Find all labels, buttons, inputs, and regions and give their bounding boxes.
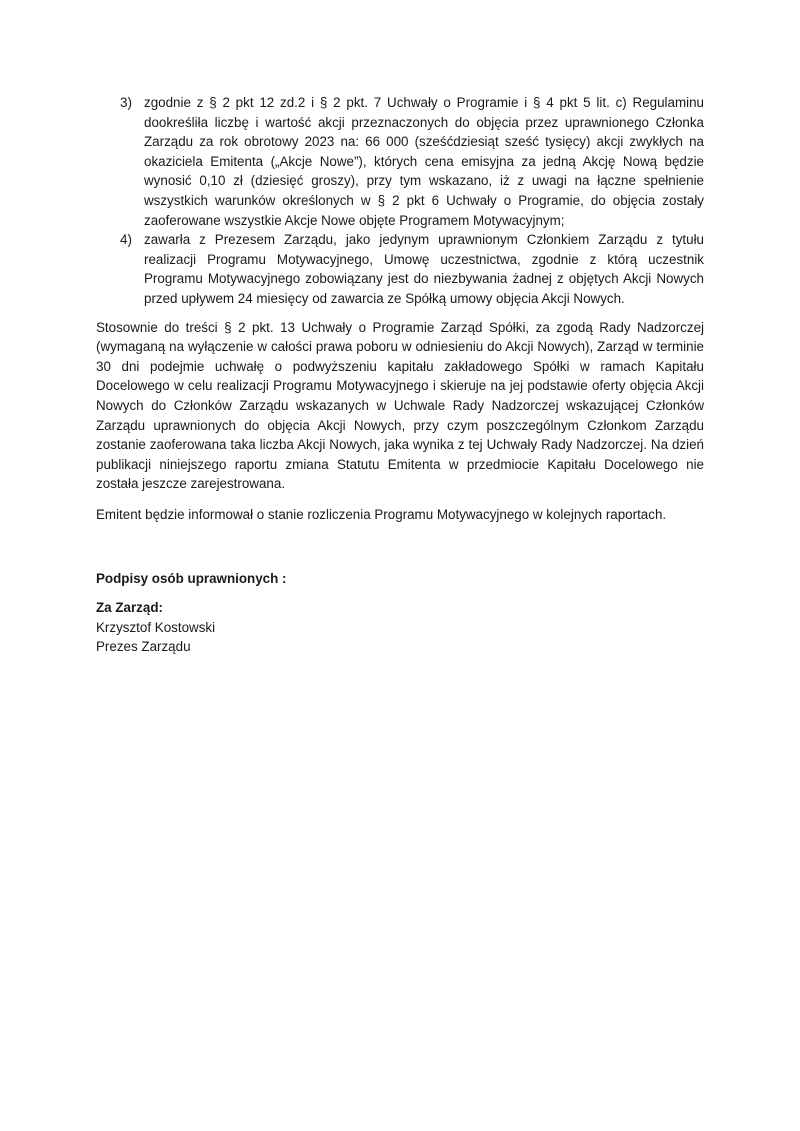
signatures-heading: Podpisy osób uprawnionych : xyxy=(96,571,287,587)
document-page xyxy=(96,93,704,657)
resolution-list xyxy=(96,93,704,309)
signature-block xyxy=(96,598,704,657)
list-item xyxy=(96,93,704,230)
board-label: Za Zarząd: xyxy=(96,600,163,616)
body-paragraph: Stosownie do treści § 2 pkt. 13 Uchwały o Programie Zarząd Spółki, za zgodą Rady Nadzorczej (wymaganą na wyłączenie w całości prawa poboru w odniesieniu do Akcji Nowych), Zarząd w terminie 30 dni podejmie uchwałę o podwyższeniu kapitału zakładowego Spółki w ramach Kapitału Docelowego w celu realizacji Programu Motywacyjnego i skieruje na jej podstawie oferty objęcia Akcji Nowych do Członków Zarządu wskazanych w Uchwale Rady Nadzorczej wskazującej Członków Zarządu uprawnionych do objęcia Akcji Nowych, przy czym poszczególnym Członkom Zarządu zostanie zaoferowana taka liczba Akcji Nowych, jaka wynika z tej Uchwały Rady Nadzorczej. Na dzień publikacji niniejszego raportu zmiana Statutu Emitenta w przedmiocie Kapitału Docelowego nie została jeszcze zarejestrowana. xyxy=(96,319,704,492)
body-paragraph: Emitent będzie informował o stanie rozliczenia Programu Motywacyjnego w kolejnych raportach. xyxy=(96,506,667,522)
signatory-position: Prezes Zarządu xyxy=(96,639,191,655)
list-item-number: 3) xyxy=(120,95,132,110)
list-item xyxy=(96,230,704,308)
list-item-text: zawarła z Prezesem Zarządu, jako jedynym uprawnionym Członkiem Zarządu z tytułu realizacji Programu Motywacyjnego, Umowę uczestnictwa, zgodnie z którą uczestnik Programu Motywacyjnego zobowiązany jest do niezbywania żadnej z objętych Akcji Nowych przed upływem 24 miesięcy od zawarcia ze Spółką umowy objęcia Akcji Nowych. xyxy=(144,232,704,306)
list-item-number: 4) xyxy=(120,232,132,248)
list-item-text: zgodnie z § 2 pkt 12 zd.2 i § 2 pkt. 7 Uchwały o Programie i § 4 pkt 5 lit. c) Regulaminu dookreśliła liczbę i wartość akcji przeznaczonych do objęcia przez uprawnionego Członka Zarządu za rok obrotowy 2023 na: 66 000 (sześćdziesiąt sześć tysięcy) akcji zwykłych na okaziciela Emitenta („Akcje Nowe”), których cena emisyjna za jedną Akcję Nową będzie wynosić 0,10 zł (dziesięć groszy), przy tym wskazano, iż z uwagi na łączne spełnienie wszystkich warunków określonych w § 2 pkt 6 Uchwały o Programie, do objęcia zostały zaoferowane wszystkie Akcje Nowe objęte Programem Motywacyjnym; xyxy=(144,95,704,228)
signatory-name: Krzysztof Kostowski xyxy=(96,619,216,635)
